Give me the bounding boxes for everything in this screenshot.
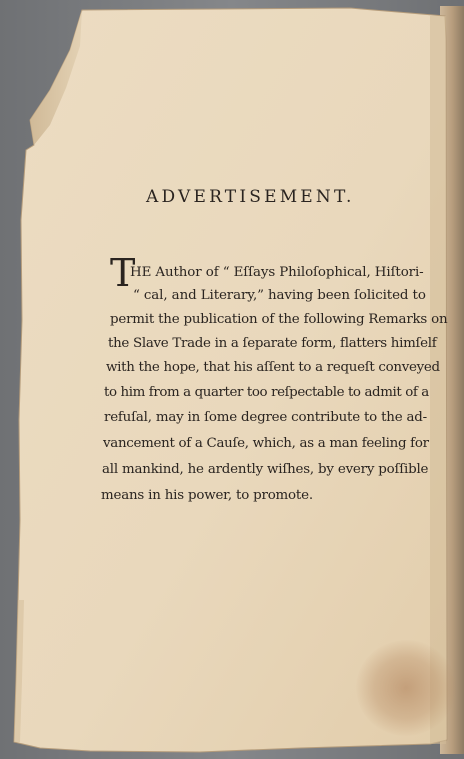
drop-cap: T (110, 251, 136, 295)
text-line-1: HE Author of “ Eſſays Philoſophical, Hiſtori- (130, 265, 424, 280)
text-line-3: permit the publication of the following Remarks on (110, 312, 448, 327)
text-line-4: the Slave Trade in a ſeparate form, flatters himſelf (108, 336, 437, 351)
text-line-2: “ cal, and Literary,” having been ſolicited to (133, 288, 426, 303)
text-line-10: means in his power, to promote. (101, 488, 313, 503)
page-heading: ADVERTISEMENT. (146, 187, 355, 207)
text-line-8: vancement of a Cauſe, which, as a man feeling for (103, 436, 429, 451)
text-line-5: with the hope, that his aſſent to a requeſt conveyed (106, 360, 440, 375)
text-line-6: to him from a quarter too reſpectable to admit of a (104, 385, 429, 400)
text-line-9: all mankind, he ardently wiſhes, by every poſſible (102, 462, 429, 477)
text-line-7: refuſal, may in ſome degree contribute to the ad- (104, 410, 427, 425)
